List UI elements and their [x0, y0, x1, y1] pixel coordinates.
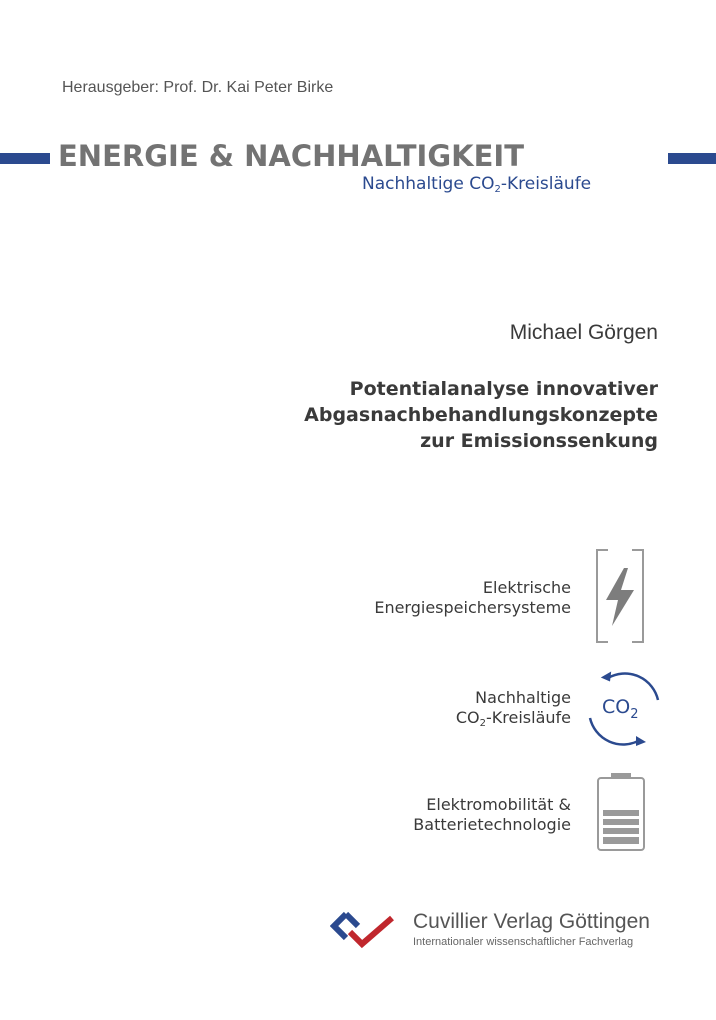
- co2-icon-subscript: 2: [630, 707, 639, 722]
- topic-2-line-2-suffix: -Kreisläufe: [486, 708, 571, 727]
- series-bar-right: [668, 153, 716, 164]
- book-title-line-3: zur Emissionssenkung: [420, 430, 658, 452]
- series-subtitle-text: Nachhaltige CO: [362, 174, 495, 194]
- topic-1-line-1: Elektrische: [482, 578, 571, 597]
- co2-icon-label: [602, 696, 639, 722]
- topic-2-subscript: 2: [479, 718, 487, 729]
- publisher-name: Cuvillier Verlag Göttingen: [413, 910, 650, 933]
- publisher-tagline: Internationaler wissenschaftlicher Fachverlag: [413, 936, 634, 948]
- series-subtitle-subscript: 2: [494, 184, 501, 195]
- series-title: ENERGIE & NACHHALTIGKEIT: [58, 139, 524, 173]
- battery-icon: [596, 772, 646, 852]
- book-title: [304, 376, 658, 454]
- topic-1-line-2: Energiespeichersysteme: [374, 598, 571, 617]
- topic-co2-cycles: [456, 688, 571, 734]
- book-title-line-2: Abgasnachbehandlungskonzepte: [304, 404, 658, 426]
- topic-3-line-1: Elektromobilität &: [426, 795, 571, 814]
- series-subtitle: [362, 174, 591, 195]
- topic-2-line-2: [456, 708, 571, 734]
- co2-icon-text: CO: [602, 696, 631, 718]
- author-name: Michael Görgen: [509, 321, 658, 344]
- series-subtitle-suffix: -Kreisläufe: [500, 174, 592, 194]
- topic-2-line-1: Nachhaltige: [475, 688, 571, 707]
- topic-2-line-2-text: CO: [455, 708, 480, 727]
- topic-energy-storage: [374, 578, 571, 618]
- publisher-logo-icon: [330, 910, 396, 950]
- editor-line: Herausgeber: Prof. Dr. Kai Peter Birke: [62, 79, 334, 96]
- book-title-line-1: Potentialanalyse innovativer: [349, 378, 658, 400]
- series-bar-left: [0, 153, 50, 164]
- co2-cycle-icon: [584, 670, 664, 748]
- topic-3-line-2: Batterietechnologie: [413, 815, 571, 834]
- lightning-icon: [594, 548, 646, 644]
- topic-e-mobility: [413, 795, 571, 835]
